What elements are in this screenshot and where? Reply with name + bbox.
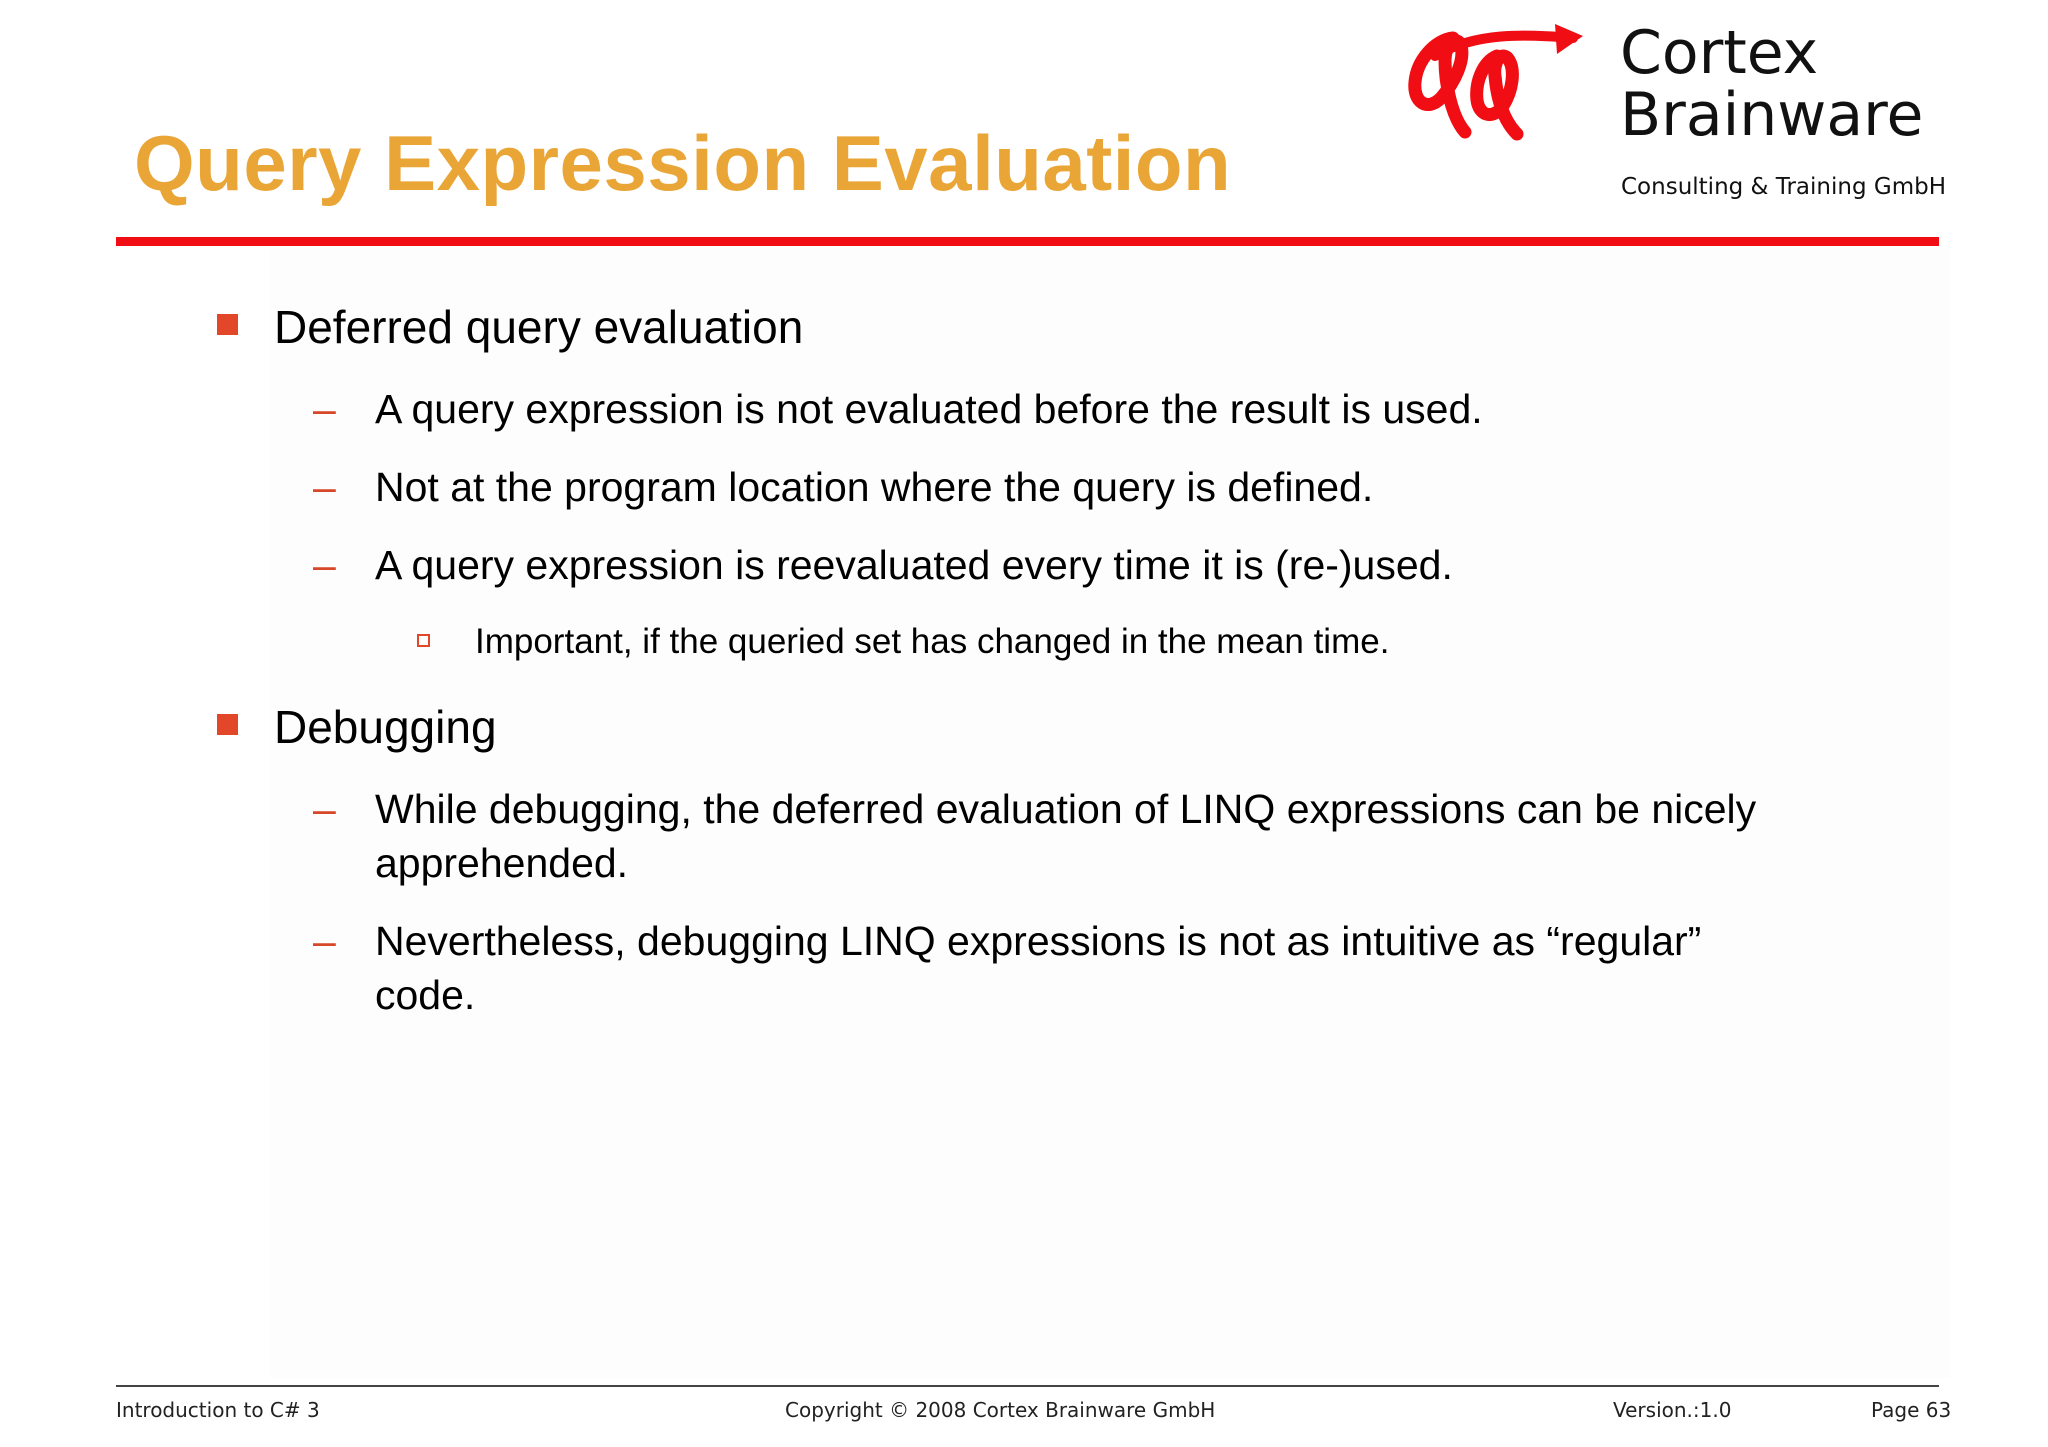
list-item [313, 538, 1453, 592]
list-item-line: While debugging, the deferred evaluation of LINQ expressions can be nicely [375, 786, 1757, 832]
footer-page-number: Page 63 [1871, 1398, 1952, 1422]
footer-version: Version.:1.0 [1613, 1398, 1732, 1422]
list-item [313, 914, 1702, 1022]
company-name-line2: Brainware [1620, 80, 1924, 150]
square-bullet-icon [217, 714, 238, 735]
dash-bullet-icon: – [313, 542, 336, 588]
company-subtitle: Consulting & Training GmbH [1621, 174, 1946, 200]
bullet-text: Debugging [274, 701, 497, 753]
bullet-debugging [274, 700, 497, 754]
bullet-text: Deferred query evaluation [274, 301, 804, 353]
list-item-line: Nevertheless, debugging LINQ expressions is not as intuitive as “regular” [375, 918, 1702, 964]
footer-divider [116, 1385, 1939, 1387]
dash-bullet-icon: – [313, 918, 336, 964]
sub-list-item-text: Important, if the queried set has changed in the mean time. [475, 622, 1390, 661]
dash-bullet-icon: – [313, 386, 336, 432]
list-item-line: code. [375, 972, 476, 1018]
list-item-text: A query expression is not evaluated before the result is used. [375, 386, 1483, 432]
slide-title: Query Expression Evaluation [134, 119, 1232, 207]
footer-copyright: Copyright © 2008 Cortex Brainware GmbH [785, 1398, 1216, 1422]
sub-list-item [475, 622, 1389, 662]
dash-bullet-icon: – [313, 464, 336, 510]
list-item-text: A query expression is reevaluated every time it is (re-)used. [375, 542, 1453, 588]
company-name-line1: Cortex [1620, 18, 1819, 88]
list-item [313, 382, 1483, 436]
hollow-square-bullet-icon [417, 634, 430, 647]
dash-bullet-icon: – [313, 786, 336, 832]
cortex-logo-icon [1405, 20, 1585, 145]
list-item-text: Not at the program location where the query is defined. [375, 464, 1374, 510]
bullet-deferred [274, 300, 803, 354]
title-divider [116, 237, 1939, 246]
square-bullet-icon [217, 314, 238, 335]
company-name [1620, 18, 1924, 150]
list-item [313, 460, 1374, 514]
list-item-line: apprehended. [375, 840, 629, 886]
footer-course: Introduction to C# 3 [116, 1398, 320, 1422]
list-item [313, 782, 1757, 890]
